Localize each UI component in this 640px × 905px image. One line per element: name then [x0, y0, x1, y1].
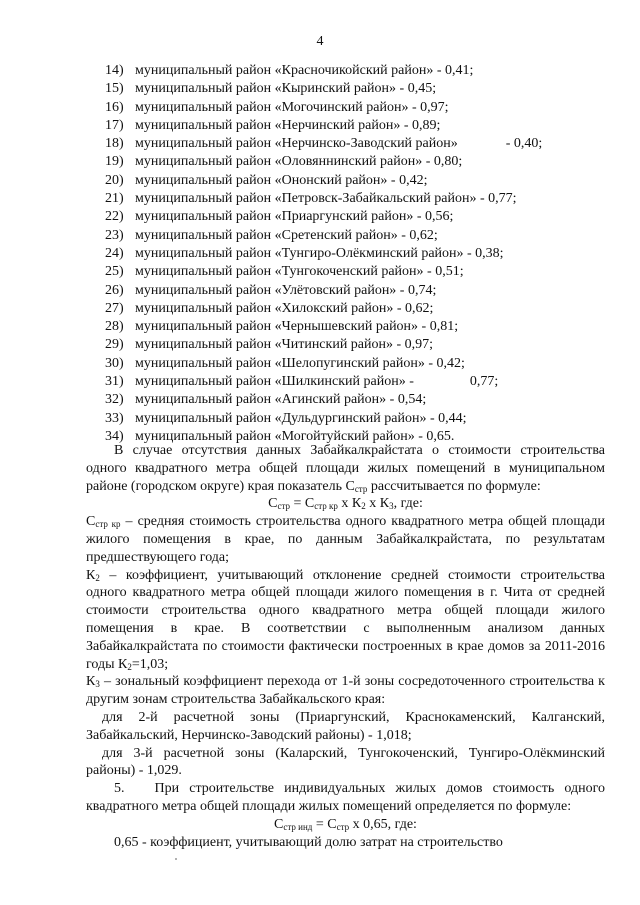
- district-item: [105, 318, 542, 336]
- district-number: 16): [105, 99, 124, 115]
- district-text: муниципальный район «Сретенский район» - 0,62;: [135, 227, 438, 243]
- district-item: [105, 336, 542, 354]
- district-text: муниципальный район «Шилкинский район» -: [135, 374, 414, 390]
- district-coefficient: - 0,40;: [505, 136, 543, 152]
- district-number: 21): [105, 191, 124, 207]
- district-text: муниципальный район «Могойтуйский район» - 0,65.: [135, 428, 455, 444]
- district-number: 25): [105, 264, 124, 280]
- district-item: [105, 62, 542, 80]
- district-number: 17): [105, 117, 124, 133]
- district-number: 19): [105, 154, 124, 170]
- district-text: муниципальный район «Дульдургинский район» - 0,44;: [135, 410, 467, 426]
- district-number: 27): [105, 300, 124, 316]
- definition-k3: $К_3$ – зональный коэффициент перехода от 1-й зоны сосредоточенного строительства к другим зонам строительства Забайкальского края:: [86, 674, 605, 708]
- district-list: [105, 62, 542, 446]
- zone-2-text: для 2-й расчетной зоны (Приаргунский, Краснокаменский, Калганский, Забайкальский, Нерчинско-Заводский районы) - 1,018;: [86, 709, 605, 743]
- district-number: 29): [105, 337, 124, 353]
- district-number: 22): [105, 209, 124, 225]
- district-text: муниципальный район «Петровск-Забайкальский район» - 0,77;: [135, 191, 517, 207]
- district-number: 31): [105, 374, 124, 390]
- district-number: 30): [105, 355, 124, 371]
- scan-speck: [175, 858, 177, 860]
- district-coefficient: 0,77;: [469, 374, 499, 390]
- district-item: [105, 245, 542, 263]
- district-item: [105, 190, 542, 208]
- paragraph-intro: В случае отсутствия данных Забайкалкрайстата о стоимости строительства одного квадратного метра общей площади жилых помещений в муниципальном районе (городском округе) края показатель $С_{стр}$ рассчитывается по формуле:: [86, 443, 605, 494]
- district-text: муниципальный район «Оловяннинский район» - 0,80;: [135, 154, 463, 170]
- district-number: 28): [105, 319, 124, 335]
- district-text: муниципальный район «Приаргунский район» - 0,56;: [135, 209, 454, 225]
- district-item: [105, 227, 542, 245]
- district-number: 32): [105, 392, 124, 408]
- district-number: 14): [105, 63, 124, 78]
- district-text: муниципальный район «Красночикойский район» - 0,41;: [135, 63, 474, 78]
- district-text: муниципальный район «Чернышевский район» - 0,81;: [135, 319, 459, 335]
- district-item: [105, 208, 542, 226]
- district-item: [105, 99, 542, 117]
- district-number: 26): [105, 282, 124, 298]
- district-text: муниципальный район «Агинский район» - 0,54;: [135, 392, 427, 408]
- district-text: муниципальный район «Ононский район» - 0,42;: [135, 172, 428, 188]
- district-item: [105, 135, 542, 153]
- district-text: муниципальный район «Нерчинский район» - 0,89;: [135, 117, 441, 133]
- district-text: муниципальный район «Тунгокоченский район» - 0,51;: [135, 264, 464, 280]
- district-item: [105, 80, 542, 98]
- district-item: [105, 117, 542, 135]
- district-number: 20): [105, 172, 124, 188]
- district-number: 15): [105, 81, 124, 97]
- district-number: 33): [105, 410, 124, 426]
- district-text: муниципальный район «Читинский район» - 0,97;: [135, 337, 434, 353]
- district-item: [105, 300, 542, 318]
- district-text: муниципальный район «Хилокский район» - 0,62;: [135, 300, 434, 316]
- formula-2: $С_{стр инд} = С_{стр}$ х 0,65, где:: [274, 816, 417, 832]
- formula-1: $С_{стр} = С_{стр кр}$ х $К_2$ х $К_3$, где:: [268, 496, 423, 512]
- definition-cstr-kr: $С_{стр кр}$ – средняя стоимость строительства одного квадратного метра общей площади жилого помещения в крае, по данным Забайкалкрайстата, по результатам предшествующего года;: [86, 514, 605, 565]
- district-item: [105, 373, 542, 391]
- district-number: 23): [105, 227, 124, 243]
- paragraph-coefficient: 0,65 - коэффициент, учитывающий долю затрат на строительство: [114, 834, 503, 850]
- district-number: 24): [105, 245, 124, 261]
- district-item: [105, 263, 542, 281]
- zone-3-text: для 3-й расчетной зоны (Каларский, Тунгокоченский, Тунгиро-Олёкминский районы) - 1,029.: [86, 745, 605, 779]
- district-text: муниципальный район «Могочинский район» - 0,97;: [135, 99, 449, 115]
- district-text: муниципальный район «Нерчинско-Заводский район»: [135, 136, 458, 152]
- paragraph-point-5: 5. При строительстве индивидуальных жилых домов стоимость одного квадратного метра общей площади жилых помещений определяется по формуле:: [86, 781, 605, 814]
- district-text: муниципальный район «Кыринский район» - 0,45;: [135, 81, 437, 97]
- district-item: [105, 282, 542, 300]
- district-item: [105, 172, 542, 190]
- document-body: [86, 442, 605, 851]
- district-number: 18): [105, 136, 124, 152]
- district-item: [105, 391, 542, 409]
- district-text: муниципальный район «Шелопугинский район» - 0,42;: [135, 355, 465, 371]
- district-item: [105, 410, 542, 428]
- definition-k2: $К_2$ – коэффициент, учитывающий отклонение средней стоимости строительства одного квадратного метра общей площади жилого помещения в г. Чита от средней стоимости строительства одного квадратного метра общей площади жилого помещения в крае. В соответствии с выполненным анализом данных Забайкалкрайстата по стоимости фактически построенных в крае домов за 2011-2016 годы $К_2=1,03$;: [86, 567, 605, 672]
- district-number: 34): [105, 428, 124, 444]
- page-number: 4: [316, 34, 324, 49]
- district-text: муниципальный район «Улётовский район» - 0,74;: [135, 282, 437, 298]
- district-text: муниципальный район «Тунгиро-Олёкминский район» - 0,38;: [135, 245, 504, 261]
- district-item: [105, 355, 542, 373]
- district-item: [105, 153, 542, 171]
